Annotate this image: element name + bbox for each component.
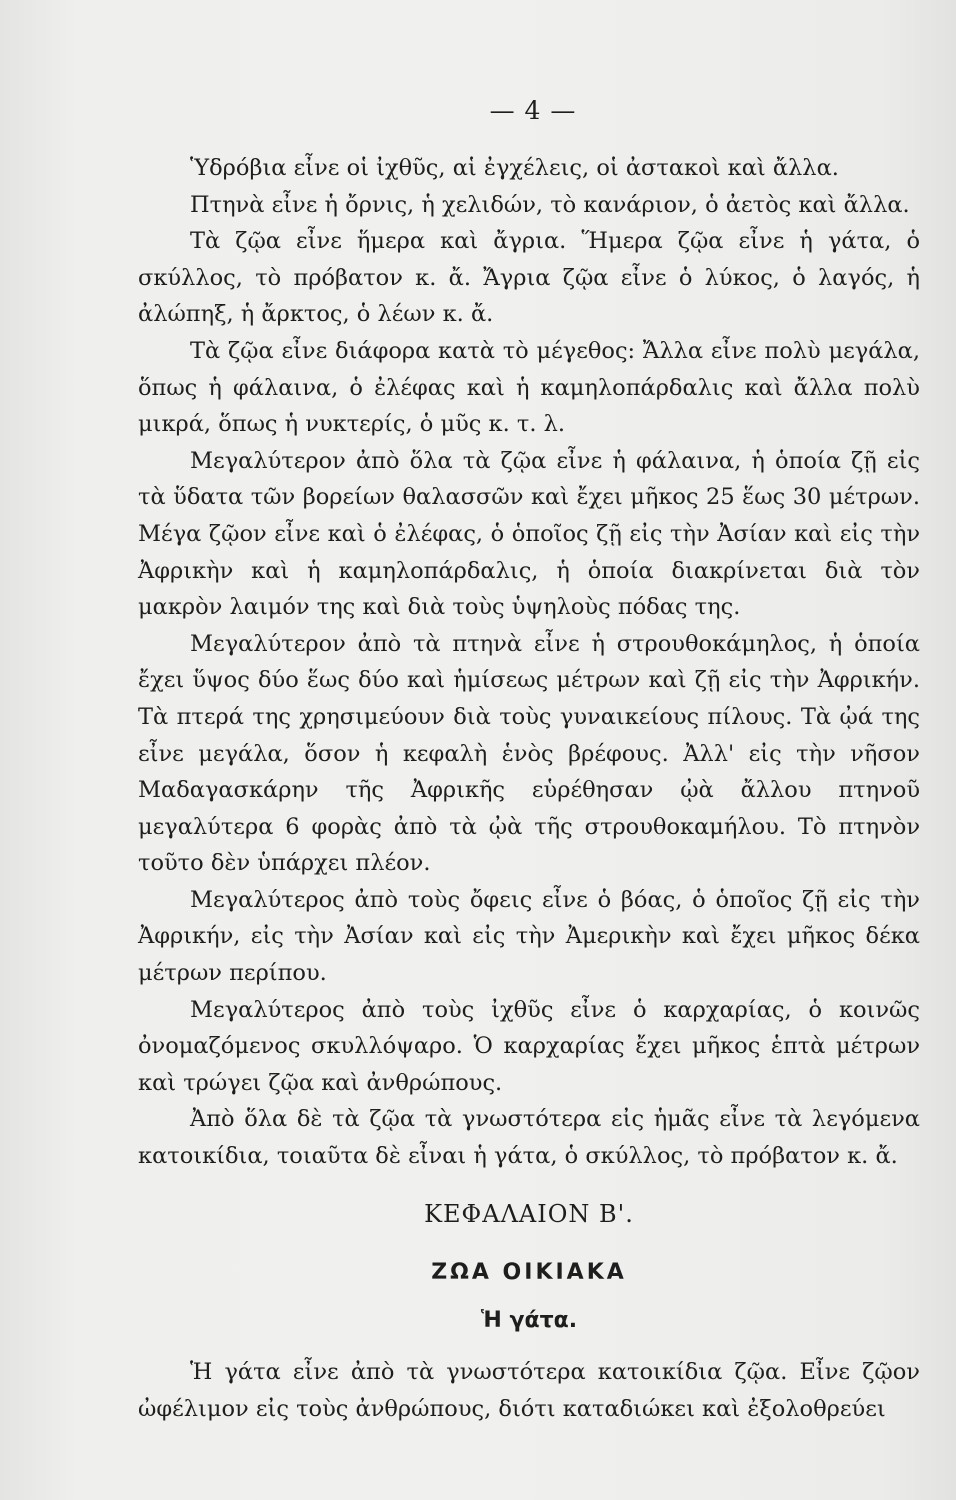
paragraph-whale: Μεγαλύτερον ἀπὸ ὅλα τὰ ζῷα εἶνε ἡ φάλαινα, ἡ ὁποία ζῇ εἰς τὰ ὕδατα τῶν βορείων θαλασσῶν καὶ ἔχει μῆκος 25 ἕως 30 μέτρων. Μέγα ζῷον εἶνε καὶ ὁ ἐλέφας, ὁ ὁποῖος ζῇ εἰς τὴν Ἀσίαν καὶ εἰς τὴν Ἀφρικὴν καὶ ἡ καμηλοπάρδαλις, ἡ ὁποία διακρίνεται διὰ τὸν μακρὸν λαιμόν της καὶ διὰ τοὺς ὑψηλοὺς πόδας της. xyxy=(138,447,920,621)
final-text xyxy=(138,1354,920,1427)
subsection-title xyxy=(138,1308,920,1333)
paragraph-cat: Ἡ γάτα εἶνε ἀπὸ τὰ γνωστότερα κατοικίδια ζῷα. Εἶνε ζῷον ὠφέλιμον εἰς τοὺς ἀνθρώπους, διότι καταδιώκει καὶ ἐξολοθρεύει xyxy=(138,1359,920,1422)
section-title: ΖΩΑ ΟΙΚΙΑΚΑ xyxy=(431,1260,627,1285)
paragraph-birds: Πτηνὰ εἶνε ἡ ὄρνις, ἡ χελιδών, τὸ κανάριον, ὁ ἀετὸς καὶ ἄλλα. xyxy=(190,191,910,218)
paragraph-boa: Μεγαλύτερος ἀπὸ τοὺς ὄφεις εἶνε ὁ βόας, ὁ ὁποῖος ζῇ εἰς τὴν Ἀφρικήν, εἰς τὴν Ἀσίαν καὶ εἰς τὴν Ἀμερικὴν καὶ ἔχει μῆκος δέκα μέτρων περίπου. xyxy=(138,886,920,987)
paragraph-ostrich: Μεγαλύτερον ἀπὸ τὰ πτηνὰ εἶνε ἡ στρουθοκάμηλος, ἡ ὁποία ἔχει ὕψος δύο ἕως δύο καὶ ἡμίσεως μέτρων καὶ ζῇ εἰς τὴν Ἀφρικήν. Τὰ πτερά της χρησιμεύουν διὰ τοὺς γυναικείους πίλους. Τὰ ᾠά της εἶνε μεγάλα, ὅσον ἡ κεφαλὴ ἑνὸς βρέφους. Ἀλλ' εἰς τὴν νῆσον Μαδαγασκάρην τῆς Ἀφρικῆς εὑρέθησαν ᾠὰ ἄλλου πτηνοῦ μεγαλύτερα 6 φορὰς ἀπὸ τὰ ᾠὰ τῆς στρουθοκαμήλου. Τὸ πτηνὸν τοῦτο δὲν ὑπάρχει πλέον. xyxy=(138,630,920,877)
page-number-header: — 4 — xyxy=(489,96,577,125)
subsection-title-text: Ἡ γάτα. xyxy=(480,1308,578,1333)
paragraph-domestic: Ἀπὸ ὅλα δὲ τὰ ζῷα τὰ γνωστότερα εἰς ἡμᾶς εἶνε τὰ λεγόμενα κατοικίδια, τοιαῦτα δὲ εἶναι ἡ γάτα, ὁ σκύλλος, τὸ πρόβατον κ. ἄ. xyxy=(138,1106,920,1170)
body-text xyxy=(138,150,920,1175)
paragraph-aquatic: Ὑδρόβια εἶνε οἱ ἰχθῦς, αἱ ἐγχέλεις, οἱ ἀστακοὶ καὶ ἄλλα. xyxy=(190,155,839,181)
chapter-title: ΚΕΦΑΛΑΙΟΝ Β'. xyxy=(424,1200,634,1228)
paragraph-shark: Μεγαλύτερος ἀπὸ τοὺς ἰχθῦς εἶνε ὁ καρχαρίας, ὁ κοινῶς ὀνομαζόμενος σκυλλόψαρο. Ὁ καρχαρίας ἔχει μῆκος ἑπτὰ μέτρων καὶ τρώγει ζῷα καὶ ἀνθρώπους. xyxy=(138,996,920,1096)
paragraph-size: Τὰ ζῷα εἶνε διάφορα κατὰ τὸ μέγεθος: Ἄλλα εἶνε πολὺ μεγάλα, ὅπως ἡ φάλαινα, ὁ ἐλέφας καὶ ἡ καμηλοπάρδαλις καὶ ἄλλα πολὺ μικρά, ὅπως ἡ νυκτερίς, ὁ μῦς κ. τ. λ. xyxy=(138,337,920,438)
paragraph-tame-wild: Τὰ ζῷα εἶνε ἥμερα καὶ ἄγρια. Ἥμερα ζῷα εἶνε ἡ γάτα, ὁ σκύλλος, τὸ πρόβατον κ. ἄ. Ἄγρια ζῷα εἶνε ὁ λύκος, ὁ λαγός, ἡ ἀλώπηξ, ἡ ἄρκτος, ὁ λέων κ. ἄ. xyxy=(138,228,920,328)
